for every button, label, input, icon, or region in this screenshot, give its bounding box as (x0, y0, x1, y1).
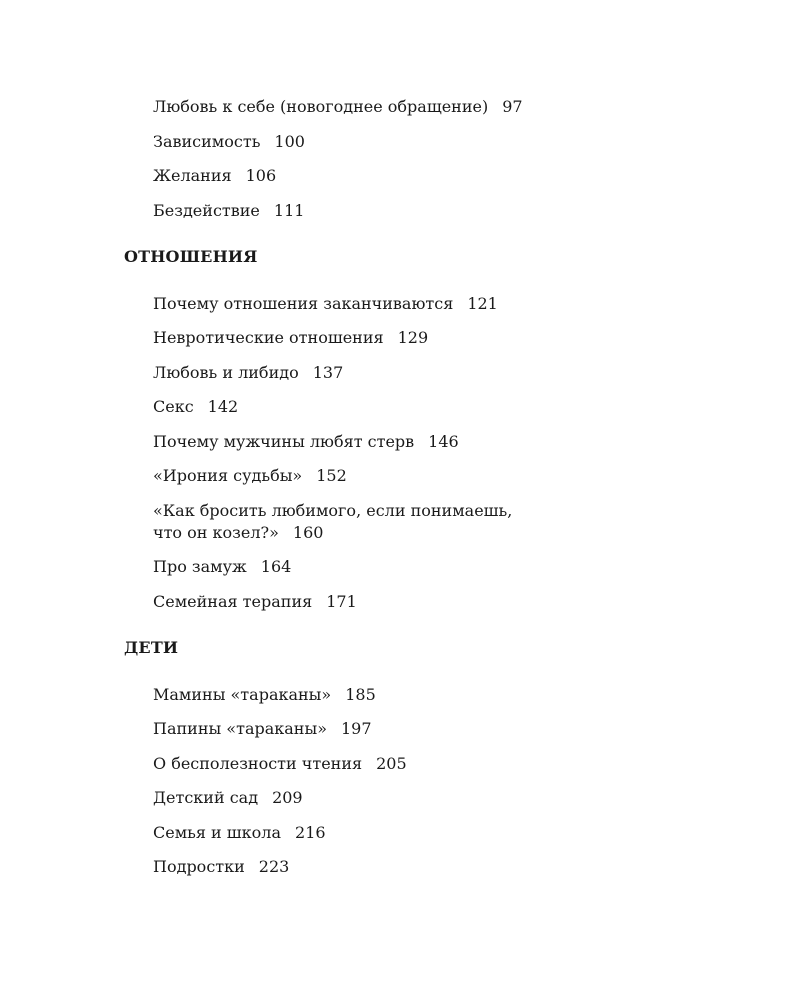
toc-entry[interactable] (124, 822, 544, 844)
toc-entry[interactable] (124, 131, 544, 153)
toc-entry[interactable] (124, 591, 544, 613)
toc-entry-title: Секс (153, 397, 194, 416)
toc-entry-title: Мамины «тараканы» (153, 684, 332, 704)
toc-entry-title: Семейная терапия (153, 591, 313, 611)
toc-entry-page: 223 (258, 857, 290, 876)
toc-entry-title: «Как бросить любимого, если понимаешь, что он козел?» (153, 500, 513, 542)
toc-entry[interactable] (124, 96, 544, 118)
toc-entry-page: 137 (312, 362, 344, 382)
table-of-contents (124, 96, 544, 891)
toc-entry[interactable] (124, 556, 544, 578)
toc-entry-title: Семья и школа (153, 822, 282, 842)
toc-entry[interactable] (124, 787, 544, 809)
toc-entry-title: Невротические отношения (153, 328, 384, 347)
toc-entry-title: Про замуж (153, 557, 247, 576)
toc-entry-title: Любовь и либидо (153, 362, 299, 382)
toc-entry-page: 205 (376, 753, 407, 773)
section-heading-relationships: ОТНОШЕНИЯ (124, 246, 258, 266)
toc-entry[interactable] (124, 465, 544, 487)
toc-entry-title: Детский сад (153, 788, 259, 807)
toc-entry-title: Любовь к себе (новогоднее обращение) (153, 97, 489, 116)
toc-entry-title: Папины «тараканы» (153, 719, 327, 738)
toc-entry-page: 209 (272, 788, 303, 807)
toc-entry[interactable] (124, 362, 544, 384)
toc-entry-title: Желания (153, 166, 232, 185)
toc-entry[interactable] (124, 856, 544, 878)
toc-entry[interactable] (124, 500, 533, 544)
toc-entry-title: Подростки (153, 857, 245, 876)
toc-entry-title: О бесполезности чтения (153, 753, 363, 773)
toc-entry[interactable] (124, 718, 544, 740)
toc-entry-page: 216 (295, 822, 326, 842)
toc-entry[interactable] (124, 165, 544, 187)
toc-entry-page: 185 (345, 684, 376, 704)
toc-entry[interactable] (124, 293, 544, 315)
toc-entry[interactable] (124, 200, 544, 222)
toc-entry-page: 197 (341, 719, 372, 738)
toc-entry[interactable] (124, 431, 544, 453)
toc-entry-page: 121 (467, 293, 498, 313)
toc-entry[interactable] (124, 396, 544, 418)
toc-entry-page: 146 (428, 431, 459, 451)
toc-entry-page: 171 (326, 591, 357, 611)
toc-entry-title: «Ирония судьбы» (153, 466, 303, 485)
toc-entry-title: Зависимость (153, 131, 261, 151)
toc-entry-page: 160 (292, 522, 324, 542)
toc-entry-page: 142 (207, 397, 239, 416)
toc-entry-page: 152 (316, 466, 347, 485)
toc-entry-title: Почему отношения заканчиваются (153, 293, 454, 313)
toc-entry[interactable] (124, 684, 544, 706)
toc-entry[interactable] (124, 753, 544, 775)
section-heading-children: ДЕТИ (124, 637, 179, 657)
toc-entry-page: 100 (274, 131, 305, 151)
toc-entry[interactable] (124, 327, 544, 349)
toc-entry-page: 129 (397, 328, 429, 347)
toc-entry-title: Бездействие (153, 200, 260, 220)
toc-entry-title: Почему мужчины любят стерв (153, 431, 415, 451)
toc-entry-page: 106 (245, 166, 277, 185)
toc-entry-page: 97 (502, 97, 523, 116)
toc-entry-page: 111 (273, 200, 305, 220)
toc-entry-page: 164 (260, 557, 292, 576)
